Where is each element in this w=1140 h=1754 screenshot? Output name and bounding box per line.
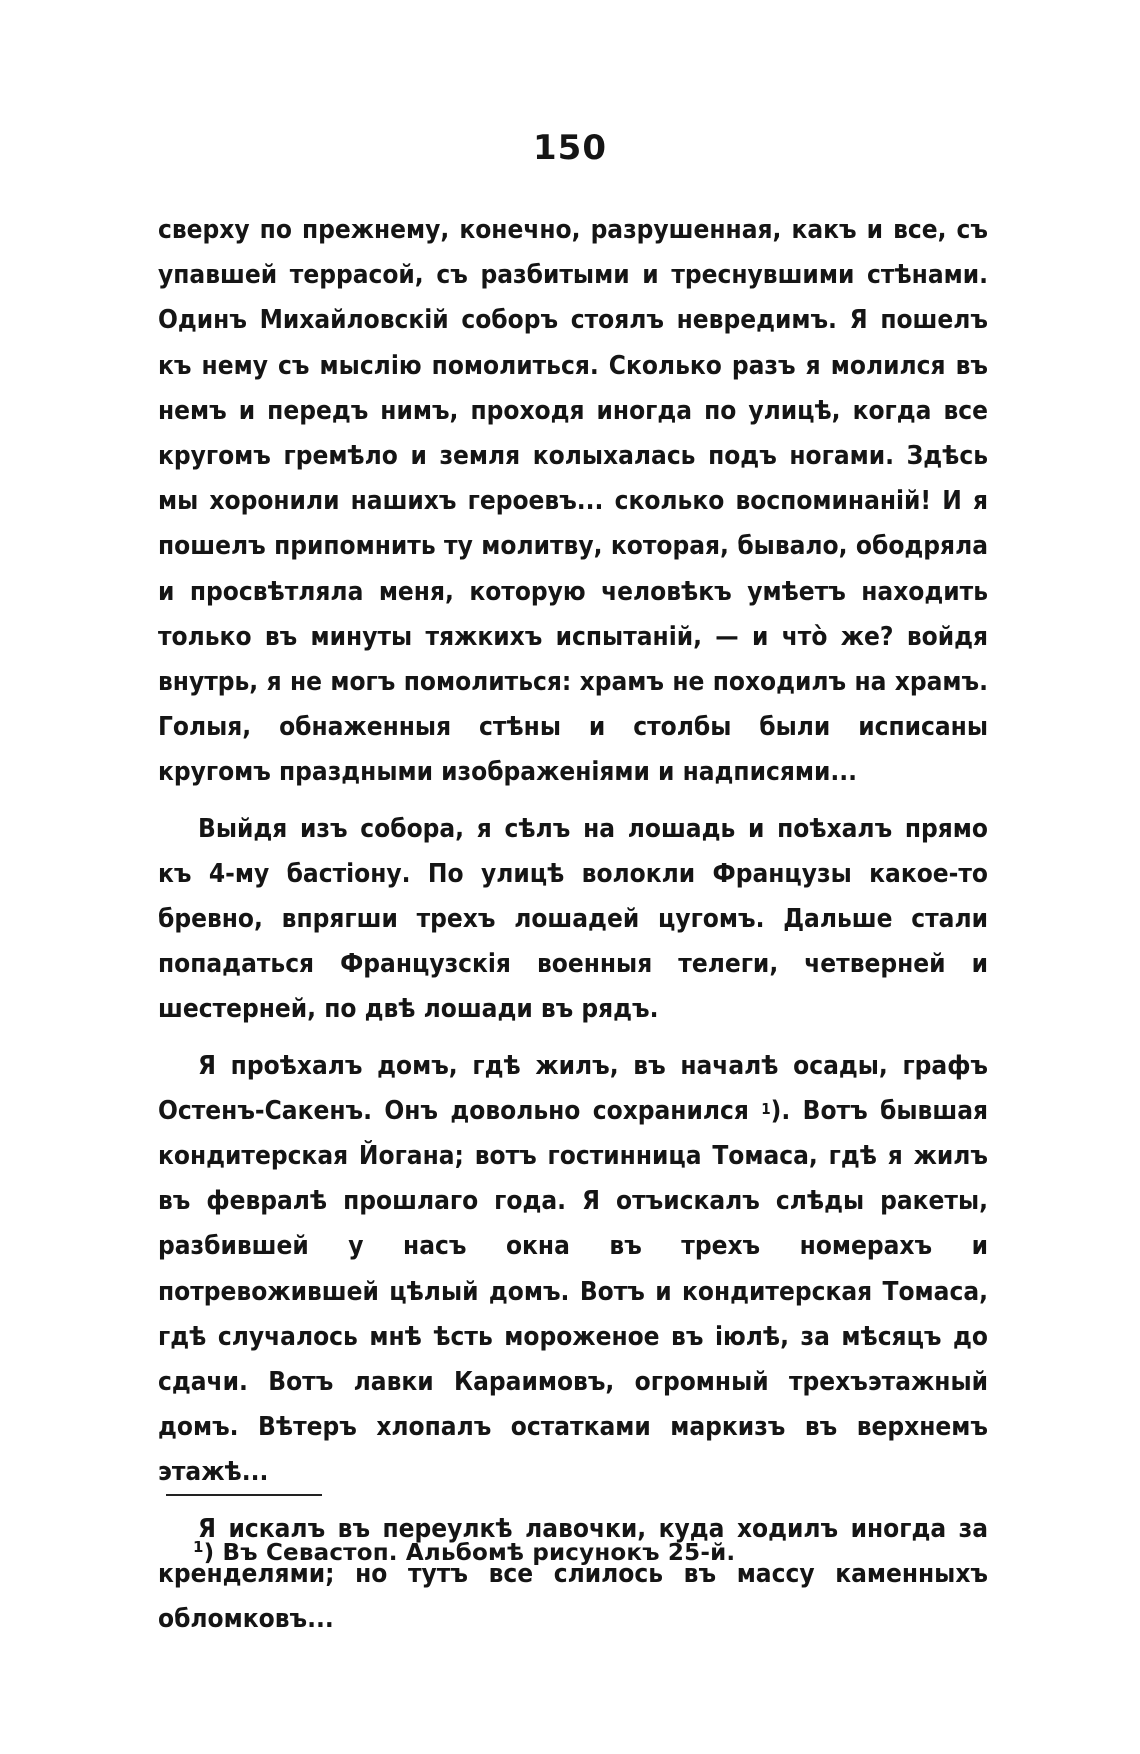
paragraph-2 [158,807,988,1033]
page-number: 150 [533,128,607,168]
paragraph-3-text-after: ). Вотъ бывшая кондитерская Йогана; вотъ гостинница Томаса, гдѣ я жилъ въ февралѣ прошлаго года. Я отъискалъ слѣды ракеты, разбившей у насъ окна въ трехъ номерахъ и потревожившей цѣлый домъ. Вотъ и кондитерская Томаса, гдѣ случалось мнѣ ѣсть мороженое въ іюлѣ, за мѣсяцъ до сдачи. Вотъ лавки Караимовъ, огромный трехъэтажный домъ. Вѣтеръ хлопалъ остатками маркизъ въ верхнемъ этажѣ... [158,1095,988,1488]
paragraph-4-text: Я искалъ въ переулкѣ лавочки, куда ходилъ иногда за кренделями; но тутъ все слилось въ массу каменныхъ обломковъ... [158,1513,988,1635]
footnote-reference: 1 [761,1099,771,1118]
paragraph-1-text: сверху по прежнему, конечно, разрушенная, какъ и все, съ упавшей террасой, съ разбитыми и треснувшими стѣнами. Одинъ Михайловскій соборъ стоялъ невредимъ. Я пошелъ къ нему съ мыслію помолиться. Сколько разъ я молился въ немъ и передъ нимъ, проходя иногда по улицѣ, когда все кругомъ гремѣло и земля колыхалась подъ ногами. Здѣсь мы хоронили нашихъ героевъ... сколько воспоминаній! И я пошелъ припомнить ту молитву, которая, бывало, ободряла и просвѣтляла меня, которую человѣкъ умѣетъ находить только въ минуты тяжкихъ испытаній, — и что̀ же? войдя внутрь, я не могъ помолиться: храмъ не походилъ на храмъ. Голыя, обнаженныя стѣны и столбы были исписаны кругомъ праздными изображеніями и надписями... [158,215,988,788]
paragraph-3-text-before: Я проѣхалъ домъ, гдѣ жилъ, въ началѣ осады, графъ Остенъ-Сакенъ. Онъ довольно сохранился [158,1050,988,1126]
footnote-marker: 1 [193,1538,204,1556]
body-text [158,208,988,1653]
paragraph-4 [158,1507,988,1643]
footnote-divider [166,1494,322,1496]
paragraph-3 [158,1044,988,1496]
footnote [193,1540,735,1566]
footnote-text: ) Въ Севастоп. Альбомѣ рисунокъ 25-й. [203,1540,736,1566]
paragraph-2-text: Выйдя изъ собора, я сѣлъ на лошадь и поѣхалъ прямо къ 4-му бастіону. По улицѣ волокли Французы какое-то бревно, впрягши трехъ лошадей цугомъ. Дальше стали попадаться Французскія военныя телеги, четверней и шестерней, по двѣ лошади въ рядъ. [158,813,988,1025]
paragraph-1 [158,208,988,796]
